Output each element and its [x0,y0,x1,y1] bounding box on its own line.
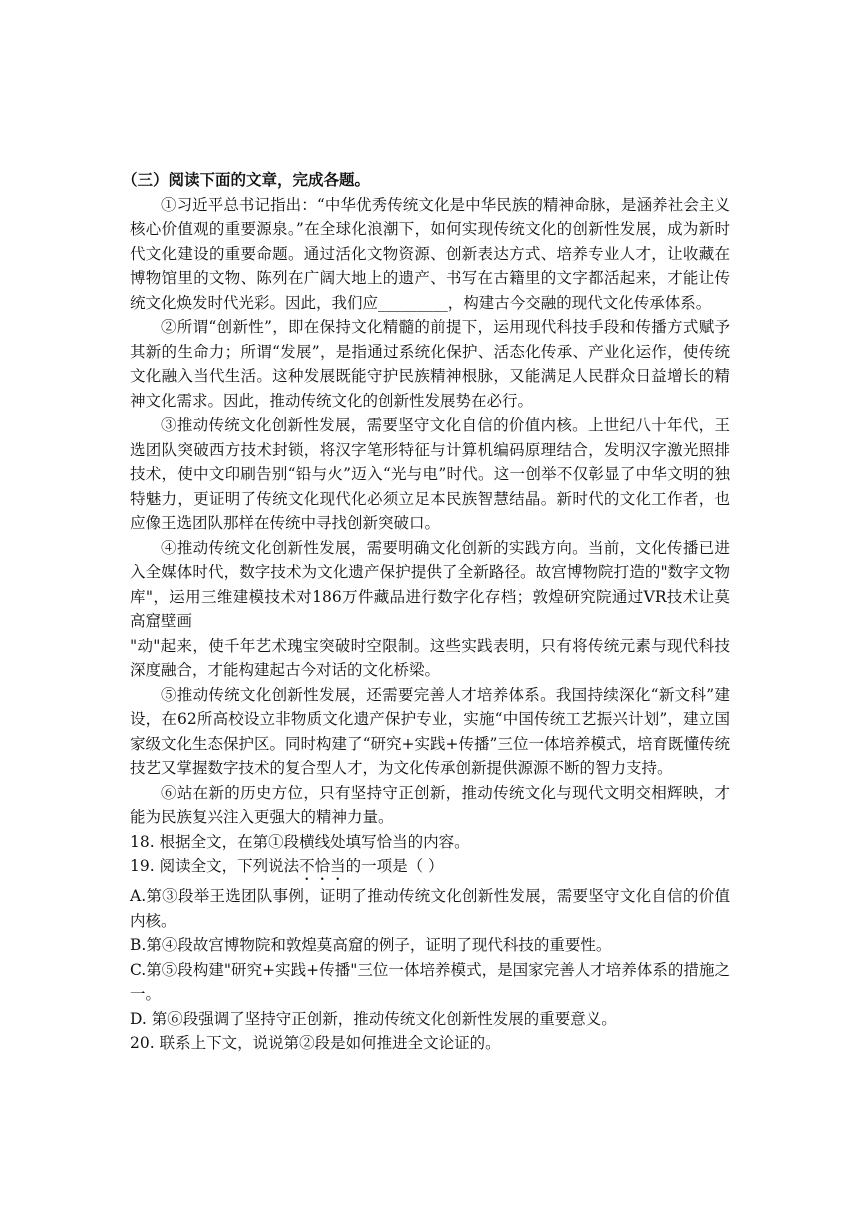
paragraph-2: ②所谓“创新性”，即在保持文化精髓的前提下，运用现代科技手段和传播方式赋予其新的生命力；所谓“发展”，是指通过系统化保护、活态化传承、产业化运作，使传统文化融入当代生活。这种发展既能守护民族精神根脉，又能满足人民群众日益增长的精神文化需求。因此，推动传统文化的创新性发展势在必行。 [130,318,730,410]
paragraph-5: ⑤推动传统文化创新性发展，还需要完善人才培养体系。我国持续深化“新文科”建设，在62所高校设立非物质文化遗产保护专业，实施“中国传统工艺振兴计划”，建立国家级文化生态保护区。同时构建了“研究+实践+传播”三位一体培养模式，培育既懂传统技艺又掌握数字技术的复合型人才，为文化传承创新提供源源不断的智力支持。 [130,685,730,777]
section-heading: （三）阅读下面的文章，完成各题。 [122,170,371,189]
question-19-suffix: 的一项是（ ） [345,857,444,875]
option-a: A.第③段举王选团队事例，证明了推动传统文化创新性发展，需要坚守文化自信的价值内核。 [130,887,730,930]
reading-section [122,168,730,1056]
question-18: 18. 根据全文，在第①段横线处填写恰当的内容。 [130,832,470,851]
paragraph-6: ⑥站在新的历史方位，只有坚持守正创新，推动传统文化与现代文明交相辉映，才能为民族复兴注入更强大的精神力量。 [130,783,730,826]
question-19-prefix: 19. 阅读全文，下列说法 [130,857,300,875]
option-c: C.第⑤段构建"研究+实践+传播"三位一体培养模式，是国家完善人才培养体系的措施之一。 [130,960,730,1003]
paragraph-3: ③推动传统文化创新性发展，需要坚守文化自信的价值内核。上世纪八十年代，王选团队突破西方技术封锁，将汉字笔形特征与计算机编码原理结合，发明汉字激光照排技术，使中文印刷告别“铅与火”迈入“光与电”时代。这一创举不仅彰显了中华文明的独特魅力，更证明了传统文化现代化必须立足本民族智慧结晶。新时代的文化工作者，也应像王选团队那样在传统中寻找创新突破口。 [130,416,730,532]
option-b: B.第④段故宫博物院和敦煌莫高窟的例子，证明了现代科技的重要性。 [130,936,612,954]
paragraph-4-part-2: "动"起来，使千年艺术瑰宝突破时空限制。这些实践表明，只有将传统元素与现代科技深度融合，才能构建起古今对话的文化桥梁。 [130,636,730,679]
question-20: 20. 联系上下文，说说第②段是如何推进全文论证的。 [130,1034,501,1052]
question-19 [130,854,730,884]
paragraph-1: ①习近平总书记指出：“中华优秀传统文化是中华民族的精神命脉，是涵养社会主义核心价值观的重要源泉。”在全球化浪潮下，如何实现传统文化的创新性发展，成为新时代文化建设的重要命题。通过活化文物资源、创新表达方式、培养专业人才，让收藏在博物馆里的文物、陈列在广阔大地上的遗产、书写在古籍里的文字都活起来，才能让传统文化焕发时代光彩。因此，我们应_________，构建古今交融的现代文化传承体系。 [130,195,730,312]
option-d: D. 第⑥段强调了坚持守正创新，推动传统文化创新性发展的重要意义。 [130,1009,617,1028]
question-19-emphasis: 不恰当 [299,857,346,875]
paragraph-4-part-1: ④推动传统文化创新性发展，需要明确文化创新的实践方向。当前，文化传播已进入全媒体时代，数字技术为文化遗产保护提供了全新路径。故宫博物院打造的"数字文物库"，运用三维建模技术对186万件藏品进行数字化存档；敦煌研究院通过VR技术让莫高窟壁画 [130,538,730,630]
